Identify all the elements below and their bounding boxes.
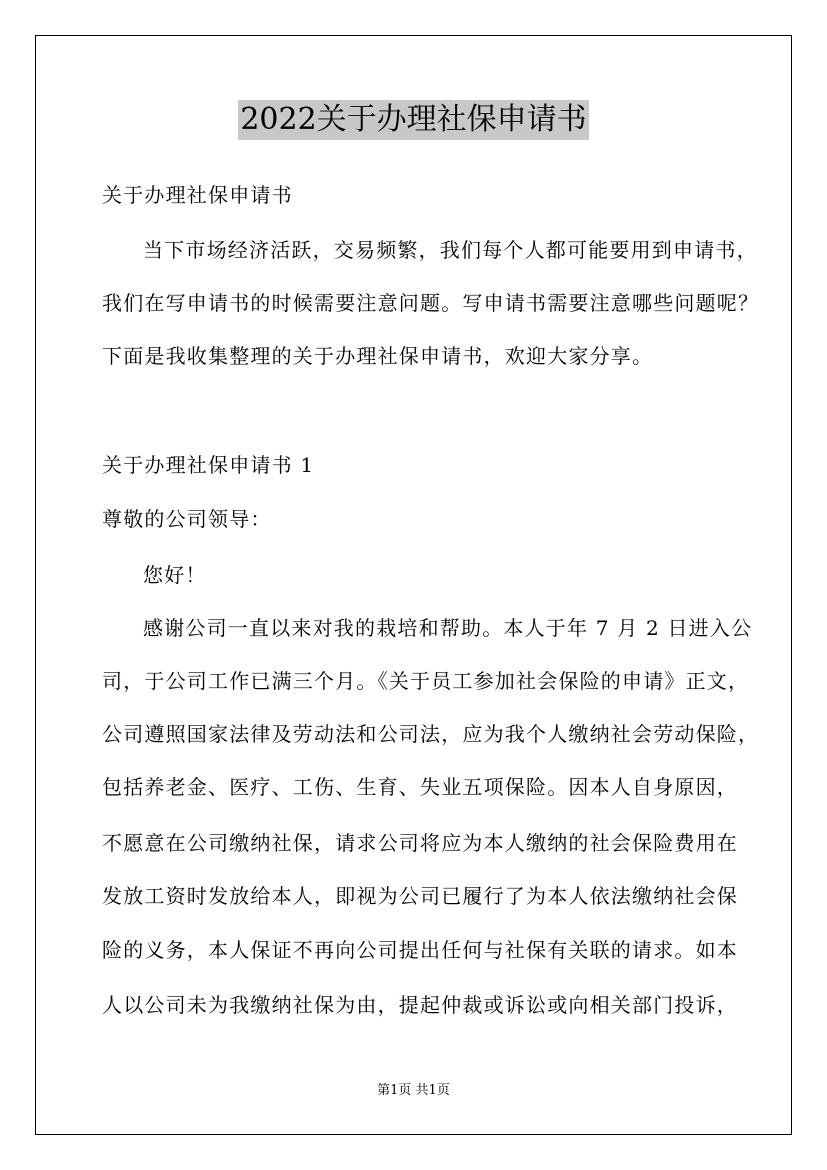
- title-wrap: [0, 100, 827, 140]
- intro-line: 当下市场经济活跃，交易频繁，我们每个人都可能要用到申请书，: [143, 238, 758, 262]
- page-footer: 第1页 共1页: [377, 1083, 450, 1098]
- document-title: 2022关于办理社保申请书: [238, 100, 588, 140]
- body-line: 发放工资时发放给本人，即视为公司已履行了为本人依法缴纳社会保: [102, 884, 738, 908]
- body-line: 不愿意在公司缴纳社保，请求公司将应为本人缴纳的社会保险费用在: [102, 831, 738, 855]
- body-line: 司，于公司工作已满三个月。《关于员工参加社会保险的申请》正文，: [102, 669, 750, 693]
- body-line: 险的义务，本人保证不再向公司提出任何与社保有关联的请求。如本: [102, 938, 738, 962]
- body-line: 感谢公司一直以来对我的栽培和帮助。本人于年 7 月 2 日进入公: [143, 616, 753, 640]
- intro-line: 我们在写申请书的时候需要注意问题。写申请书需要注意哪些问题呢？: [102, 291, 760, 315]
- salutation: 尊敬的公司领导：: [102, 507, 272, 531]
- document-subtitle: 关于办理社保申请书: [102, 183, 293, 207]
- body-line: 包括养老金、医疗、工伤、生育、失业五项保险。因本人自身原因，: [102, 775, 738, 799]
- body-line: 人以公司未为我缴纳社保为由，提起仲裁或诉讼或向相关部门投诉，: [102, 993, 738, 1017]
- intro-line: 下面是我收集整理的关于办理社保申请书，欢迎大家分享。: [102, 344, 654, 368]
- body-line: 公司遵照国家法律及劳动法和公司法，应为我个人缴纳社会劳动保险，: [102, 722, 760, 746]
- section-heading: 关于办理社保申请书 1: [102, 453, 315, 477]
- greeting: 您好！: [143, 563, 207, 587]
